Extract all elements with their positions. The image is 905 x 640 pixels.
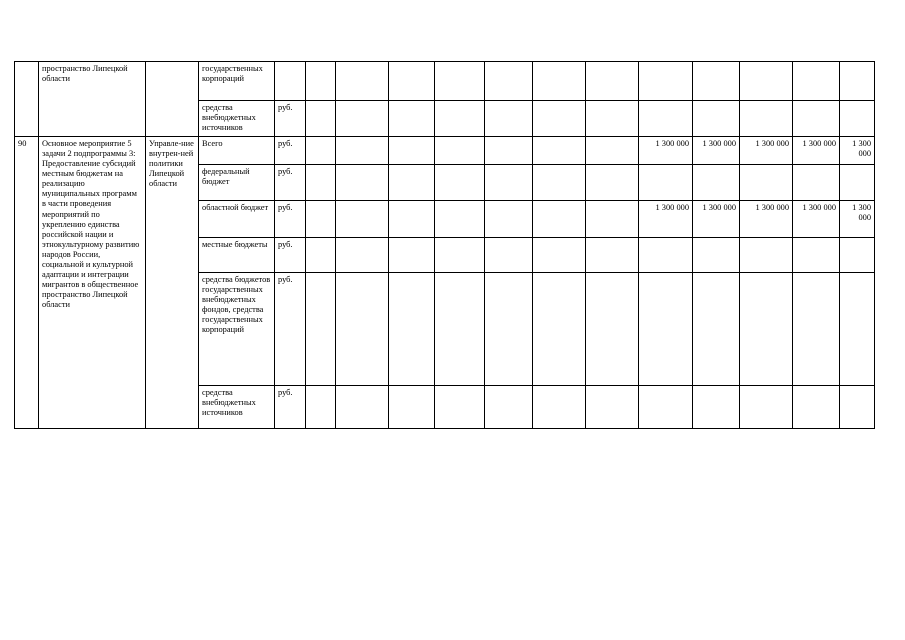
value-cell xyxy=(485,386,533,429)
value-cell xyxy=(306,101,336,137)
row-number-cell xyxy=(15,62,39,137)
event-name-cell: Основное мероприятие 5 задачи 2 подпрограммы 3: Предоставление субсидий местным бюджетам на реализацию муниципальных программ в части проведения мероприятий по укреплению единства российской нации и этнокультурному развитию народов России, социальной и культурной адаптации и интеграции мигрантов в общественное пространство Липецкой области xyxy=(39,137,146,429)
value-cell xyxy=(389,273,435,386)
value-cell xyxy=(840,165,875,201)
value-cell xyxy=(639,238,693,273)
table-row xyxy=(15,62,875,101)
value-cell xyxy=(533,273,586,386)
value-cell xyxy=(639,273,693,386)
value-cell xyxy=(840,62,875,101)
value-cell xyxy=(336,101,389,137)
value-cell xyxy=(306,165,336,201)
value-cell xyxy=(485,101,533,137)
source-cell: областной бюджет xyxy=(199,201,275,238)
value-cell: 1 300 000 xyxy=(840,201,875,238)
event-name-cell: пространство Липецкой области xyxy=(39,62,146,137)
source-cell: федеральный бюджет xyxy=(199,165,275,201)
row-number-cell: 90 xyxy=(15,137,39,429)
value-cell: 1 300 000 xyxy=(693,137,740,165)
source-cell: средства внебюджетных источников xyxy=(199,386,275,429)
value-cell xyxy=(586,273,639,386)
value-cell xyxy=(336,386,389,429)
value-cell xyxy=(306,238,336,273)
unit-cell xyxy=(275,62,306,101)
unit-cell: руб. xyxy=(275,273,306,386)
value-cell xyxy=(485,238,533,273)
value-cell xyxy=(336,273,389,386)
value-cell xyxy=(793,62,840,101)
value-cell xyxy=(840,238,875,273)
value-cell xyxy=(533,165,586,201)
value-cell xyxy=(306,62,336,101)
value-cell xyxy=(533,201,586,238)
value-cell xyxy=(793,101,840,137)
value-cell: 1 300 000 xyxy=(693,201,740,238)
unit-cell: руб. xyxy=(275,101,306,137)
value-cell: 1 300 000 xyxy=(639,201,693,238)
unit-cell: руб. xyxy=(275,386,306,429)
value-cell xyxy=(639,165,693,201)
table-row xyxy=(15,137,875,165)
value-cell xyxy=(533,62,586,101)
value-cell: 1 300 000 xyxy=(639,137,693,165)
value-cell xyxy=(435,165,485,201)
value-cell xyxy=(693,101,740,137)
table-body xyxy=(15,62,875,429)
unit-cell: руб. xyxy=(275,165,306,201)
value-cell xyxy=(336,137,389,165)
value-cell xyxy=(435,386,485,429)
value-cell xyxy=(485,273,533,386)
value-cell xyxy=(693,62,740,101)
value-cell xyxy=(485,62,533,101)
value-cell xyxy=(693,273,740,386)
value-cell xyxy=(435,201,485,238)
value-cell xyxy=(840,101,875,137)
value-cell xyxy=(306,273,336,386)
source-cell: Всего xyxy=(199,137,275,165)
value-cell xyxy=(740,273,793,386)
value-cell xyxy=(485,201,533,238)
unit-cell: руб. xyxy=(275,238,306,273)
value-cell xyxy=(586,165,639,201)
executor-cell xyxy=(146,62,199,137)
value-cell xyxy=(693,238,740,273)
value-cell xyxy=(740,386,793,429)
value-cell xyxy=(740,101,793,137)
value-cell: 1 300 000 xyxy=(740,201,793,238)
value-cell xyxy=(435,101,485,137)
value-cell xyxy=(389,165,435,201)
value-cell xyxy=(639,101,693,137)
value-cell xyxy=(586,62,639,101)
value-cell xyxy=(533,238,586,273)
value-cell xyxy=(586,386,639,429)
value-cell xyxy=(485,137,533,165)
source-cell: государственных корпораций xyxy=(199,62,275,101)
value-cell xyxy=(533,137,586,165)
value-cell xyxy=(586,137,639,165)
value-cell xyxy=(435,62,485,101)
value-cell xyxy=(389,101,435,137)
value-cell xyxy=(793,273,840,386)
value-cell: 1 300 000 xyxy=(740,137,793,165)
value-cell xyxy=(533,101,586,137)
value-cell xyxy=(793,386,840,429)
value-cell xyxy=(389,386,435,429)
budget-table xyxy=(14,61,875,429)
value-cell xyxy=(389,137,435,165)
value-cell xyxy=(533,386,586,429)
value-cell xyxy=(389,238,435,273)
value-cell xyxy=(793,238,840,273)
unit-cell: руб. xyxy=(275,137,306,165)
value-cell: 1 300 000 xyxy=(793,201,840,238)
value-cell xyxy=(389,201,435,238)
value-cell xyxy=(840,273,875,386)
value-cell xyxy=(639,386,693,429)
value-cell xyxy=(306,137,336,165)
value-cell xyxy=(336,201,389,238)
value-cell xyxy=(840,386,875,429)
source-cell: местные бюджеты xyxy=(199,238,275,273)
value-cell xyxy=(793,165,840,201)
value-cell xyxy=(586,201,639,238)
executor-cell: Управле-ние внутрен-ней политики Липецкой области xyxy=(146,137,199,429)
value-cell: 1 300 000 xyxy=(793,137,840,165)
value-cell xyxy=(336,62,389,101)
value-cell xyxy=(740,238,793,273)
value-cell xyxy=(435,137,485,165)
value-cell xyxy=(586,101,639,137)
value-cell xyxy=(336,238,389,273)
unit-cell: руб. xyxy=(275,201,306,238)
value-cell xyxy=(306,386,336,429)
value-cell xyxy=(435,273,485,386)
value-cell xyxy=(389,62,435,101)
value-cell xyxy=(586,238,639,273)
value-cell xyxy=(435,238,485,273)
source-cell: средства бюджетов государственных внебюджетных фондов, средства государственных корпораций xyxy=(199,273,275,386)
value-cell xyxy=(639,62,693,101)
value-cell xyxy=(740,62,793,101)
value-cell xyxy=(740,165,793,201)
value-cell xyxy=(306,201,336,238)
value-cell xyxy=(336,165,389,201)
value-cell xyxy=(693,386,740,429)
value-cell: 1 300 000 xyxy=(840,137,875,165)
value-cell xyxy=(485,165,533,201)
source-cell: средства внебюджетных источников xyxy=(199,101,275,137)
value-cell xyxy=(693,165,740,201)
